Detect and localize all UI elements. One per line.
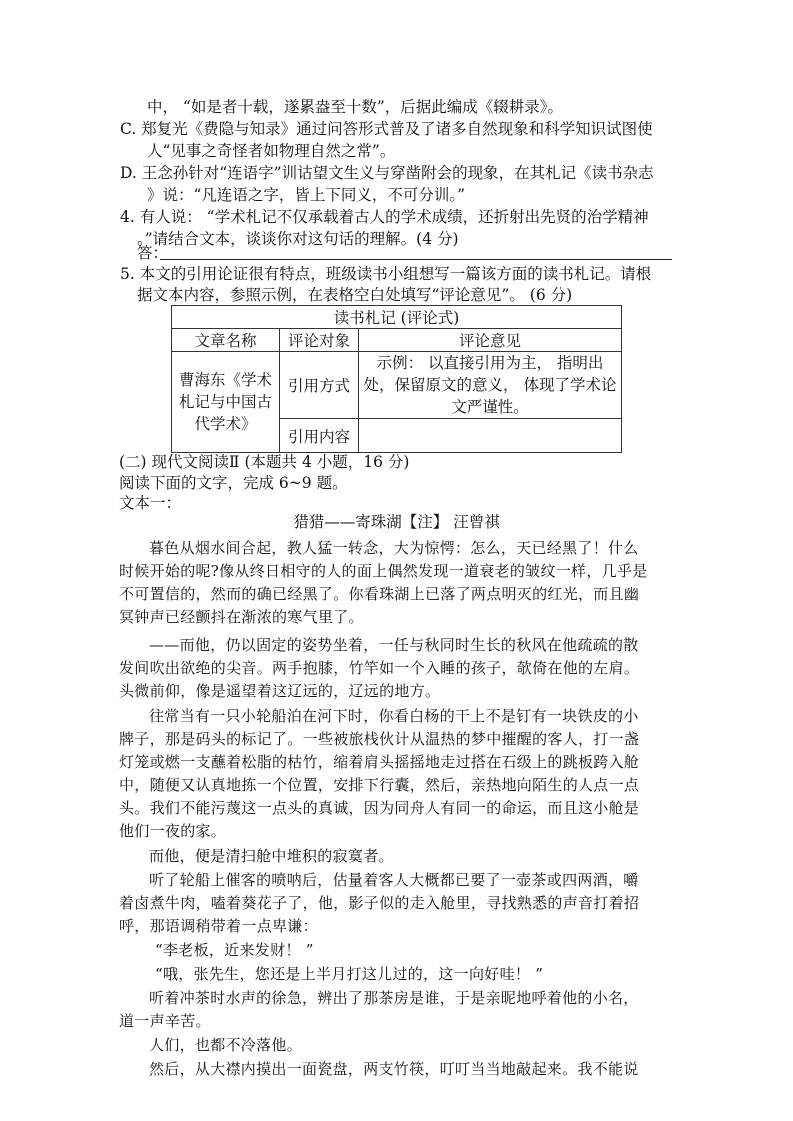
story-title: 猎猎——寄珠湖【注】 汪曾祺 <box>293 513 500 531</box>
answer-label: 答： <box>137 244 169 262</box>
story-line: 呼，那语调稍带着一点卑谦： <box>119 917 318 935</box>
row2-object: 引用内容 <box>280 419 359 453</box>
story-line: 牌子，那是码头的标记了。一些被旅栈伙计从温热的梦中摧醒的客人，打一盏 <box>119 730 640 748</box>
story-line: 灯笼或燃一支蘸着松脂的枯竹，缩着肩头摇摇地走过搭在石级上的跳板跨入舱 <box>119 753 640 771</box>
story-line: 往常当有一只小轮船泊在河下时，你看白杨的干上不是钉有一块铁皮的小 <box>149 707 639 725</box>
reading-notes-table <box>171 305 622 453</box>
story-line: 头微前仰，像是遥望着这辽远的，辽远的地方。 <box>119 682 441 700</box>
story-line: 不可置信的，然而的确已经黑了。你看珠湖上已落了两点明灭的红光，而且幽 <box>119 585 640 603</box>
row1-opinion: 示例： 以直接引用为主， 指明出处，保留原文的意义， 体现了学术论文严谨性。 <box>359 352 622 419</box>
question-4-line2: 。”请结合文本，谈谈你对这句话的理解。(4 分) <box>137 230 459 248</box>
story-line: 着卤煮牛肉，嗑着葵花子了，他，影子似的走入舱里，寻找熟悉的声音打着招 <box>119 894 640 912</box>
section-instruction: 阅读下面的文字，完成 6~9 题。 <box>119 474 348 492</box>
option-c-line1: C. 郑复光《费隐与知录》通过问答形式普及了诸多自然现象和科学知识试图使 <box>120 120 653 138</box>
story-line: 中，随便又认真地拣一个位置，安排下行囊，然后，亲热地向陌生的人点一点 <box>119 776 640 794</box>
story-line: 听着冲茶时水声的徐急，辨出了那茶房是谁，于是亲昵地呼着他的小名， <box>149 989 639 1007</box>
story-line: 冥钟声已经颤抖在渐浓的寒气里了。 <box>119 608 364 626</box>
story-line: 发间吹出欲绝的尖音。两手抱膝，竹竿如一个入睡的孩子，欹倚在他的左肩。 <box>119 659 640 677</box>
header-opinion: 评论意见 <box>359 329 622 352</box>
question-5-line1: 5. 本文的引用论证很有特点，班级读书小组想写一篇该方面的读书札记。请根 <box>120 265 652 283</box>
section-heading: (二) 现代文阅读Ⅱ (本题共 4 小题，16 分) <box>119 453 410 471</box>
answer-line <box>160 258 672 260</box>
option-b-line2: 中， “如是者十载，遂累盎至十数”，后据此编成《辍耕录》。 <box>147 98 564 116</box>
story-quote: “李老板，近来发财！ ” <box>155 941 314 959</box>
question-4-line1: 4. 有人说： “学术札记不仅承载着古人的学术成绩，还折射出先贤的治学精神 <box>120 208 649 226</box>
story-line: 道一声辛苦。 <box>119 1012 211 1030</box>
story-line: 暮色从烟水间合起，教人猛一转念，大为惊愕：怎么，天已经黑了！什么 <box>149 539 639 557</box>
table-caption: 读书札记 (评论式) <box>172 306 622 329</box>
option-d-line2: 》说：“凡连语之字，皆上下同义，不可分训。” <box>147 186 466 204</box>
story-line: 而他，便是清扫舱中堆积的寂寞者。 <box>149 847 394 865</box>
story-line: 他们一夜的家。 <box>119 822 227 840</box>
option-c-line2: 人“见事之奇怪者如物理自然之常”。 <box>147 142 396 160</box>
text-label: 文本一： <box>119 494 182 512</box>
story-line: ——而他，仍以固定的姿势坐着，一任与秋同时生长的秋风在他疏疏的散 <box>149 636 639 654</box>
option-d-line1: D. 王念孙针对“连语字”训诂望文生义与穿凿附会的现象，在其札记《读书杂志 <box>120 164 654 182</box>
story-quote: “哦，张先生，您还是上半月打这儿过的，这一向好哇！ ” <box>155 965 544 983</box>
row2-opinion-blank[interactable] <box>359 419 622 453</box>
header-object: 评论对象 <box>280 329 359 352</box>
story-line: 头。我们不能污蔑这一点头的真诚，因为同舟人有同一的命运，而且这小舱是 <box>119 799 640 817</box>
question-5-line2: 据文本内容，参照示例，在表格空白处填写“评论意见”。 (6 分) <box>137 286 573 304</box>
header-article: 文章名称 <box>172 329 280 352</box>
story-line: 然后，从大襟内摸出一面瓷盘，两支竹筷，叮叮当当地敲起来。我不能说 <box>149 1060 639 1078</box>
article-name-cell: 曹海东《学术札记与中国古代学术》 <box>172 352 280 453</box>
story-line: 人们，也都不冷落他。 <box>149 1036 303 1054</box>
story-line: 听了轮船上催客的喷呐后，估量着客人大概都已要了一壶茶或四两酒，嚼 <box>149 871 639 889</box>
story-line: 时候开始的呢?像从终日相守的人的面上偶然发现一道衰老的皱纹一样，几乎是 <box>119 562 648 580</box>
row1-object: 引用方式 <box>280 352 359 419</box>
